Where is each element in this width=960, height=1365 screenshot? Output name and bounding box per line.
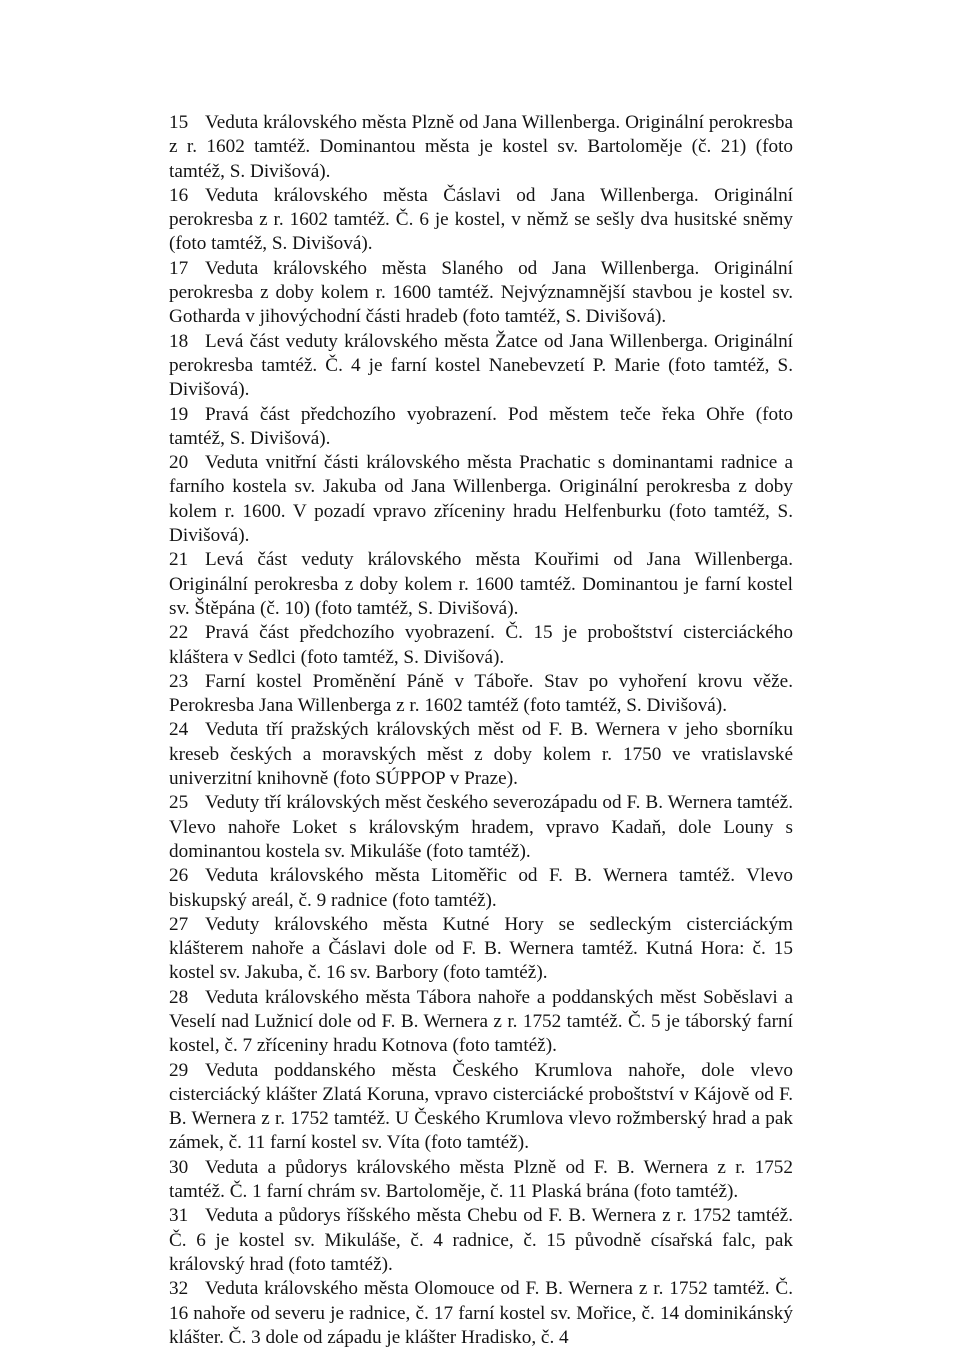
caption-16 (169, 184, 793, 257)
caption-number: 26 (169, 865, 189, 887)
caption-number: 29 (169, 1059, 189, 1081)
caption-text: Veduty tří královských měst českého severozápadu od F. B. Wernera tamtéž. Vlevo nahoře Loket s královským hradem, vpravo Kadaň, dole Louny s dominantou kostela sv. Mikuláše (foto tamtéž). (169, 792, 793, 862)
caption-23 (169, 670, 793, 719)
caption-number: 22 (169, 622, 189, 644)
caption-number: 17 (169, 257, 189, 279)
caption-25 (169, 791, 793, 864)
caption-text: Veduta královského města Litoměřic od F. B. Wernera tamtéž. Vlevo biskupský areál, č. 9 radnice (foto tamtéž). (169, 865, 793, 911)
caption-28 (169, 986, 793, 1059)
caption-text: Veduta královského města Čáslavi od Jana Willenberga. Originální perokresba z r. 1602 tamtéž. Č. 6 je kostel, v němž se sešly dva husitské sněmy (foto tamtéž, S. Divišová). (169, 184, 793, 255)
caption-text: Veduta poddanského města Českého Krumlova nahoře, dole vlevo cisterciácký klášter Zlatá Koruna, vpravo cisterciácké proboštství v Kájově od F. B. Wernera z r. 1752 tamtéž. U Českého Krumlova vlevo rožmberský hrad a pak zámek, č. 11 farní kostel sv. Víta (foto tamtéž). (169, 1059, 793, 1154)
caption-text: Veduta a půdorys říšského města Chebu od F. B. Wernera z r. 1752 tamtéž. Č. 6 je kostel sv. Mikuláše, č. 4 radnice, č. 15 původně císařská falc, pak královský hrad (foto tamtéž). (169, 1205, 793, 1275)
caption-text: Veduta královského města Plzně od Jana Willenberga. Originální perokresba z r. 1602 tamtéž. Dominantou města je kostel sv. Bartoloměje (č. 21) (foto tamtéž, S. Divišová). (169, 112, 793, 182)
caption-text: Levá část veduty královského města Žatce od Jana Willenberga. Originální perokresba tamtéž. Č. 4 je farní kostel Nanebevzetí P. Marie (foto tamtéž, S. Divišová). (169, 330, 793, 401)
caption-21 (169, 548, 793, 621)
caption-number: 27 (169, 913, 189, 935)
caption-31 (169, 1204, 793, 1277)
caption-list (169, 111, 793, 1350)
caption-number: 19 (169, 403, 189, 425)
caption-17 (169, 257, 793, 330)
caption-text: Levá část veduty královského města Kouřimi od Jana Willenberga. Originální perokresba z doby kolem r. 1600 tamtéž. Dominantou je farní kostel sv. Štěpána (č. 10) (foto tamtéž, S. Divišová). (169, 549, 793, 619)
caption-text: Farní kostel Proměnění Páně v Táboře. Stav po vyhoření krovu věže. Perokresba Jana Willenberga z r. 1602 tamtéž (foto tamtéž, S. Divišová). (169, 670, 793, 717)
caption-number: 28 (169, 986, 189, 1008)
caption-text: Veduta a půdorys královského města Plzně od F. B. Wernera z r. 1752 tamtéž. Č. 1 farní chrám sv. Bartoloměje, č. 11 Plaská brána (foto tamtéž). (169, 1156, 793, 1203)
caption-number: 23 (169, 670, 189, 692)
caption-24 (169, 718, 793, 791)
caption-number: 30 (169, 1156, 189, 1178)
caption-text: Veduta královského města Olomouce od F. B. Wernera z r. 1752 tamtéž. Č. 16 nahoře od severu je radnice, č. 17 farní kostel sv. Mořice, č. 14 dominikánský klášter. Č. 3 dole od západu je klášter Hradisko, č. 4 (169, 1278, 793, 1348)
caption-number: 31 (169, 1205, 189, 1227)
caption-27 (169, 913, 793, 986)
caption-22 (169, 621, 793, 670)
caption-20 (169, 451, 793, 548)
caption-15 (169, 111, 793, 184)
caption-number: 24 (169, 719, 189, 741)
caption-19 (169, 403, 793, 452)
caption-18 (169, 330, 793, 403)
caption-number: 21 (169, 549, 189, 571)
caption-number: 18 (169, 330, 189, 352)
caption-text: Veduta královského města Slaného od Jana Willenberga. Originální perokresba z doby kolem r. 1600 tamtéž. Nejvýznamnější stavbou je kostel sv. Gotharda v jihovýchodní části hradeb (foto tamtéž, S. Divišová). (169, 257, 793, 328)
caption-number: 25 (169, 792, 189, 814)
caption-text: Veduta vnitřní části královského města Prachatic s dominantami radnice a farního kostela sv. Jakuba od Jana Willenberga. Originální perokresba z doby kolem r. 1600. V pozadí vpravo zříceniny hradu Helfenburku (foto tamtéž, S. Divišová). (169, 452, 793, 547)
caption-text: Pravá část předchozího vyobrazení. Č. 15 je proboštství cisterciáckého kláštera v Sedlci (foto tamtéž, S. Divišová). (169, 622, 793, 668)
caption-number: 32 (169, 1278, 189, 1300)
caption-26 (169, 864, 793, 913)
caption-32 (169, 1277, 793, 1350)
caption-30 (169, 1156, 793, 1205)
caption-text: Veduta tří pražských královských měst od F. B. Wernera v jeho sborníku kreseb českých a moravských měst z doby kolem r. 1750 ve vratislavské univerzitní knihovně (foto SÚPPOP v Praze). (169, 719, 793, 790)
caption-number: 15 (169, 112, 189, 133)
caption-number: 20 (169, 452, 189, 474)
caption-29 (169, 1059, 793, 1156)
caption-text: Veduty královského města Kutné Hory se sedleckým cisterciáckým klášterem nahoře a Čáslavi dole od F. B. Wernera tamtéž. Kutná Hora: č. 15 kostel sv. Jakuba, č. 16 sv. Barbory (foto tamtéž). (169, 913, 793, 984)
caption-text: Veduta královského města Tábora nahoře a poddanských měst Soběslavi a Veselí nad Lužnicí dole od F. B. Wernera z r. 1752 tamtéž. Č. 5 je táborský farní kostel, č. 7 zříceniny hradu Kotnova (foto tamtéž). (169, 986, 793, 1057)
caption-number: 16 (169, 184, 189, 206)
caption-text: Pravá část předchozího vyobrazení. Pod městem teče řeka Ohře (foto tamtéž, S. Divišová). (169, 403, 793, 449)
